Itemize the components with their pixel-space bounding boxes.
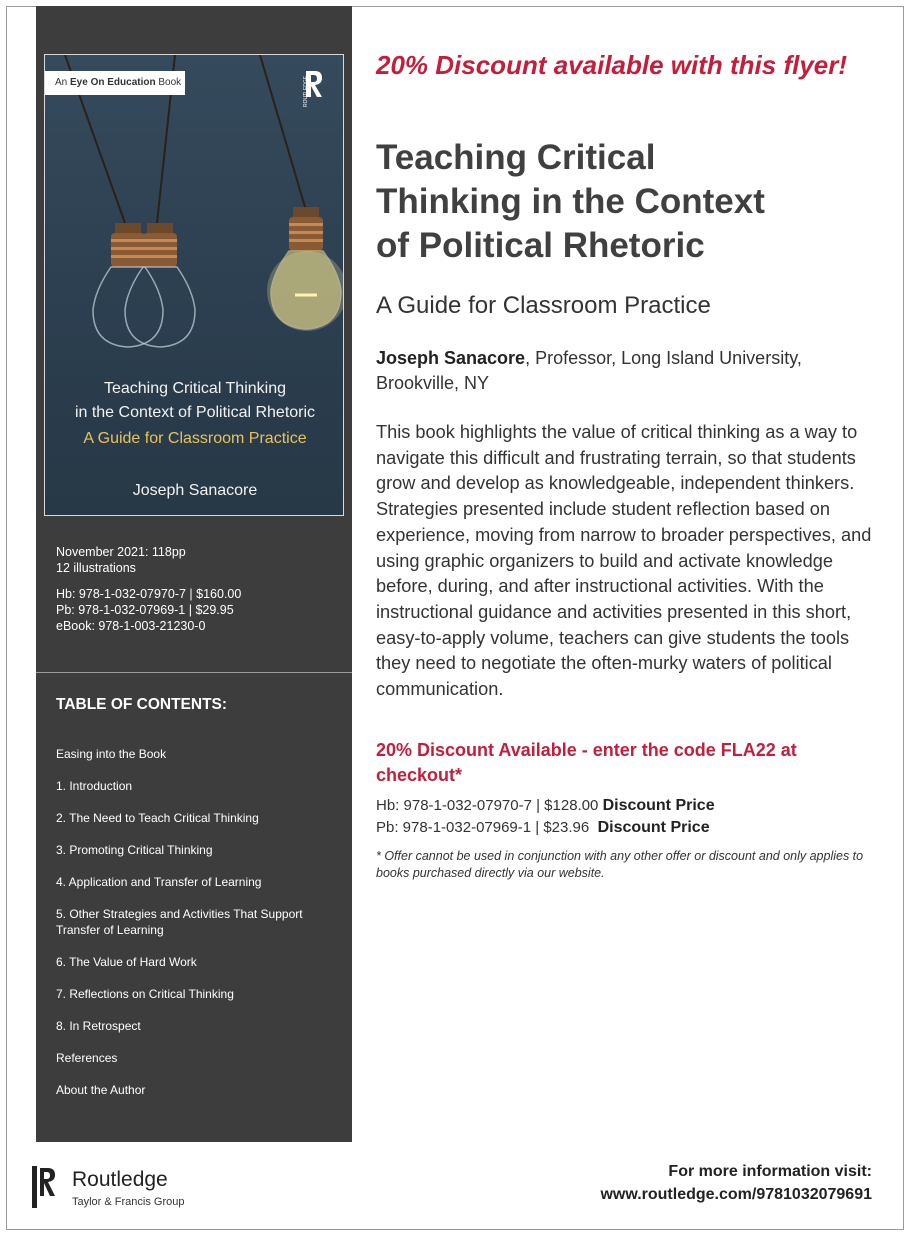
toc-item: 3. Promoting Critical Thinking [56, 843, 213, 857]
series-name: Eye On Education [70, 77, 156, 88]
series-prefix: An [55, 77, 68, 88]
toc-item: 8. In Retrospect [56, 1019, 141, 1033]
cover-title-line-2: in the Context of Political Rhetoric [74, 404, 316, 421]
toc-item: 5. Other Strategies and Activities That Support Transfer of Learning [56, 907, 303, 937]
cover-title-line-1: Teaching Critical Thinking [103, 380, 286, 397]
sidebar-divider [36, 672, 352, 673]
bulb-3-lit [267, 207, 344, 331]
promo-banner: 20% Discount available with this flyer! [376, 50, 848, 80]
ebook-isbn: eBook: 978-1-003-21230-0 [56, 619, 206, 633]
title-line-2: Thinking in the Context [376, 182, 765, 221]
cover-subtitle: A Guide for Classroom Practice [83, 430, 307, 447]
author-name: Joseph Sanacore [376, 348, 526, 368]
toc-item: Easing into the Book [56, 747, 167, 761]
table-of-contents [56, 746, 336, 1114]
book-description: This book highlights the value of critical thinking as a way to navigate this difficult and frustrating terrain, so that students grow and develop as knowledgeable, independent thinkers. Strategies presented include student reflection based on experience, moving from narrow to broader perspectives, and using graphic organizers to build and activate knowledge before, during, and after instructional activities. With the instructional guidance and activities presented in this short, easy-to-apply volume, teachers can give students the tools they need to negotiate the often-murky waters of political communication. [376, 422, 872, 700]
hb-price-text: Hb: 978-1-032-07970-7 | $128.00 [376, 797, 603, 814]
toc-item: 6. The Value of Hard Work [56, 955, 197, 969]
book-subtitle: A Guide for Classroom Practice [376, 292, 711, 319]
routledge-logo-icon [32, 1164, 56, 1210]
paperback-discount-price [376, 818, 710, 838]
publication-date: November 2021: 118pp [56, 545, 186, 559]
light-bulbs-illustration [45, 55, 344, 355]
brand-tagline: Taylor & Francis Group [72, 1196, 185, 1208]
hardback-discount-price [376, 796, 715, 816]
author-affiliation: , Professor, Long Island University, Brookville, NY [376, 348, 802, 393]
toc-item: 1. Introduction [56, 779, 133, 793]
book-details [56, 544, 241, 634]
toc-item: 4. Application and Transfer of Learning [56, 875, 262, 889]
offer-disclaimer: * Offer cannot be used in conjunction with any other offer or discount and only applies to books purchased directly via our website. [376, 849, 864, 880]
toc-heading: TABLE OF CONTENTS: [56, 696, 228, 713]
series-suffix: Book [158, 77, 182, 88]
paperback-isbn: Pb: 978-1-032-07969-1 | $29.95 [56, 603, 234, 617]
publisher-vertical-text: ROUTLEDGE [303, 75, 309, 107]
pb-price-text: Pb: 978-1-032-07969-1 | $23.96 [376, 819, 598, 836]
title-line-1: Teaching Critical [376, 138, 656, 177]
discount-heading: 20% Discount Available - enter the code FLA22 at checkout* [376, 740, 797, 785]
toc-item: 7. Reflections on Critical Thinking [56, 987, 234, 1001]
brand-name: Routledge [72, 1168, 168, 1191]
illustrations-count: 12 illustrations [56, 561, 136, 575]
title-line-3: of Political Rhetoric [376, 226, 705, 265]
book-cover [44, 54, 344, 516]
more-info-url[interactable]: www.routledge.com/9781032079691 [600, 1186, 872, 1203]
cover-title [45, 377, 344, 425]
more-info-label: For more information visit: [668, 1163, 872, 1180]
toc-item: 2. The Need to Teach Critical Thinking [56, 811, 259, 825]
discount-price-label: Discount Price [602, 797, 715, 814]
sidebar [36, 6, 352, 1142]
toc-item: About the Author [56, 1083, 146, 1097]
hardback-isbn: Hb: 978-1-032-07970-7 | $160.00 [56, 587, 242, 601]
discount-price-label: Discount Price [597, 819, 710, 836]
routledge-logo-icon [303, 69, 325, 109]
book-title [376, 136, 876, 268]
toc-item: References [56, 1051, 118, 1065]
author-line [376, 346, 876, 396]
cover-author: Joseph Sanacore [132, 482, 258, 499]
series-label [45, 71, 185, 95]
